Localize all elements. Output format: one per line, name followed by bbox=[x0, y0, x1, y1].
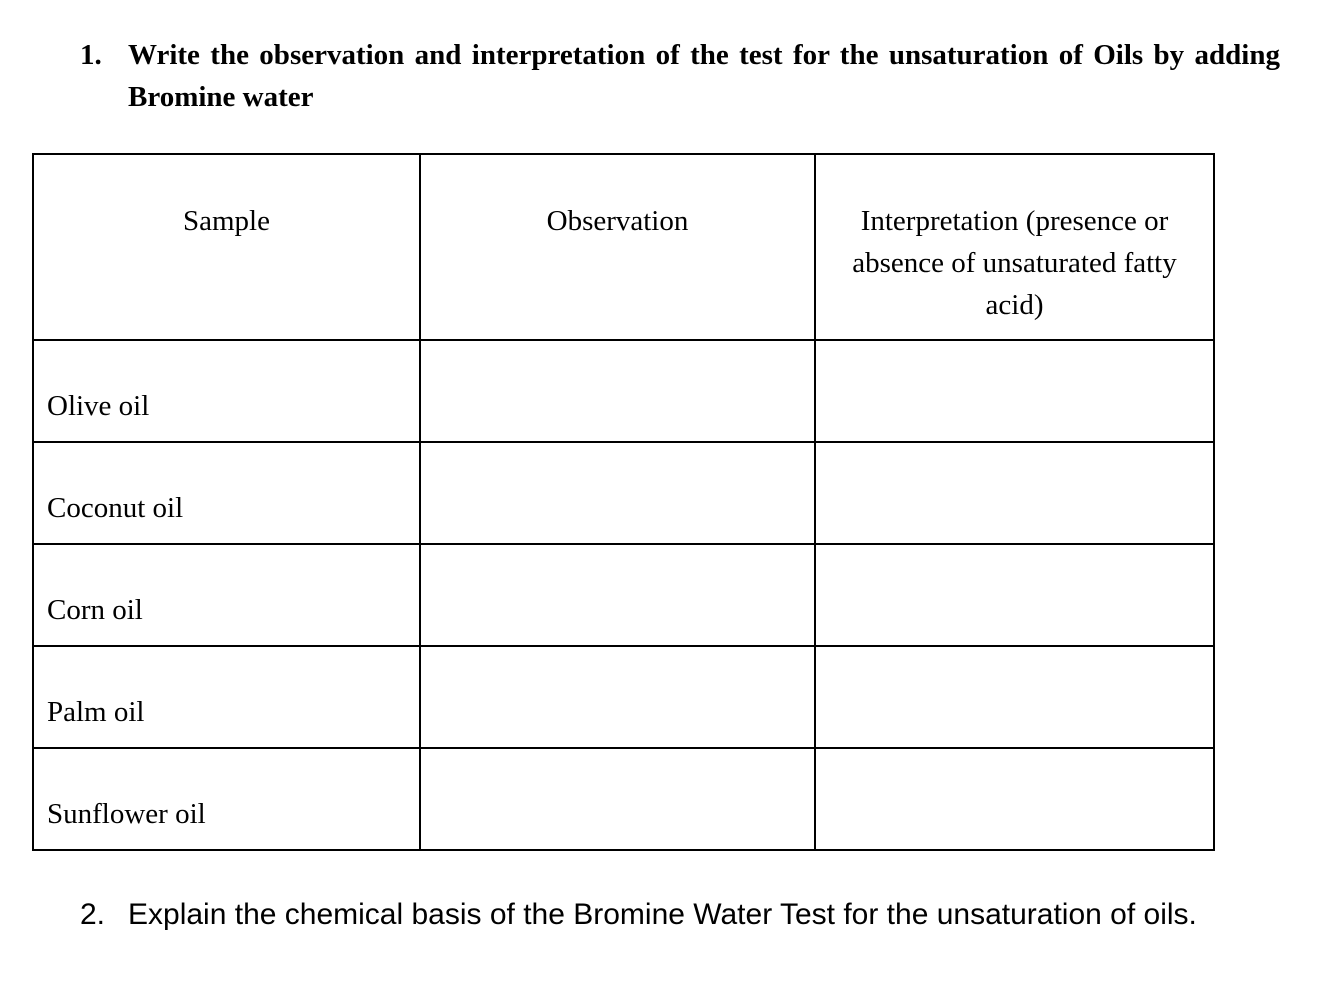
observation-cell[interactable] bbox=[420, 442, 815, 544]
sample-cell: Coconut oil bbox=[33, 442, 420, 544]
table-row bbox=[33, 442, 1214, 544]
sample-cell: Corn oil bbox=[33, 544, 420, 646]
question-2-text: Explain the chemical basis of the Bromine Water Test for the unsaturation of oils. bbox=[128, 898, 1197, 931]
table-row bbox=[33, 340, 1214, 442]
header-observation: Observation bbox=[420, 154, 815, 340]
interpretation-cell[interactable] bbox=[815, 646, 1214, 748]
table-row bbox=[33, 646, 1214, 748]
question-1-number: 1. bbox=[80, 39, 102, 71]
observation-cell[interactable] bbox=[420, 340, 815, 442]
header-interpretation: Interpretation (presence or absence of unsaturated fatty acid) bbox=[815, 154, 1214, 340]
question-1 bbox=[80, 34, 1280, 118]
sample-cell: Sunflower oil bbox=[33, 748, 420, 850]
interpretation-cell[interactable] bbox=[815, 544, 1214, 646]
interpretation-cell[interactable] bbox=[815, 442, 1214, 544]
observation-cell[interactable] bbox=[420, 646, 815, 748]
interpretation-cell[interactable] bbox=[815, 340, 1214, 442]
sample-cell: Palm oil bbox=[33, 646, 420, 748]
table-header-row bbox=[33, 154, 1214, 340]
sample-cell: Olive oil bbox=[33, 340, 420, 442]
table-row bbox=[33, 544, 1214, 646]
question-2-number: 2. bbox=[80, 898, 106, 931]
table-row bbox=[33, 748, 1214, 850]
observation-table bbox=[32, 153, 1215, 851]
interpretation-cell[interactable] bbox=[815, 748, 1214, 850]
question-1-text: Write the observation and interpretation of the test for the unsaturation of Oils by adding Bromine water bbox=[128, 39, 1280, 113]
observation-cell[interactable] bbox=[420, 544, 815, 646]
question-2 bbox=[80, 893, 1197, 937]
header-sample: Sample bbox=[33, 154, 420, 340]
observation-cell[interactable] bbox=[420, 748, 815, 850]
